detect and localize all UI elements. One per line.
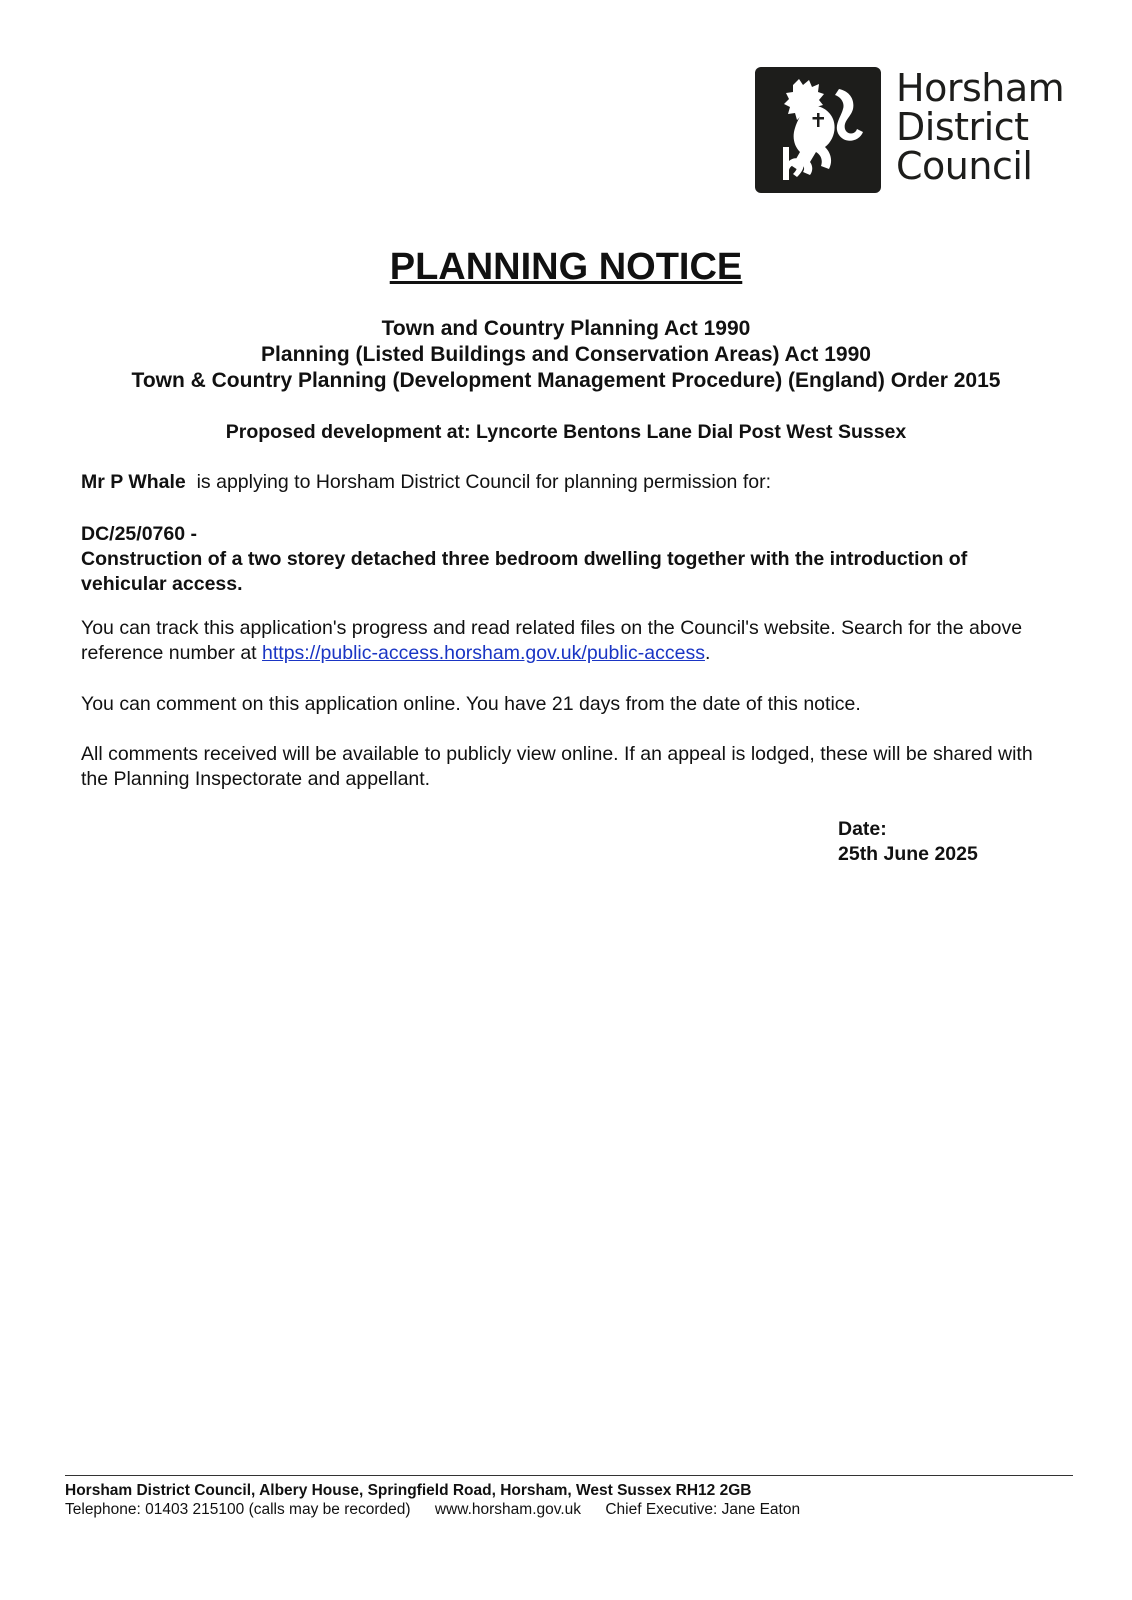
footer-telephone: Telephone: 01403 215100 (calls may be recorded) xyxy=(65,1501,411,1518)
track-suffix: . xyxy=(704,642,711,664)
application-reference: DC/25/0760 - xyxy=(81,523,197,545)
track-text: You can track this application's progress and read related files on the Council's website. Search for the above reference number at xyxy=(81,617,1023,664)
site-label: Proposed development at: xyxy=(225,421,471,443)
footer xyxy=(65,1481,800,1519)
proposed-development-site xyxy=(0,420,1132,444)
logo-line-2: District xyxy=(896,105,1029,149)
act-line: Town and Country Planning Act 1990 xyxy=(381,317,751,340)
applicant-statement xyxy=(81,470,1051,495)
site-address: Lyncorte Bentons Lane Dial Post West Sussex xyxy=(476,421,907,443)
public-access-link[interactable]: https://public-access.horsham.gov.uk/public-access xyxy=(262,642,705,664)
act-line: Town & Country Planning (Development Management Procedure) (England) Order 2015 xyxy=(131,369,1001,392)
page-title: PLANNING NOTICE xyxy=(389,246,743,288)
footer-website: www.horsham.gov.uk xyxy=(434,1501,582,1518)
application-details xyxy=(81,522,1051,597)
application-description: Construction of a two storey detached three bedroom dwelling together with the introduction of vehicular access. xyxy=(81,548,968,595)
footer-divider xyxy=(65,1475,1073,1476)
logo-line-1: Horsham xyxy=(896,66,1065,110)
applicant-text: is applying to Horsham District Council for planning permission for: xyxy=(196,471,771,493)
act-line: Planning (Listed Buildings and Conservation Areas) Act 1990 xyxy=(261,343,871,366)
applicant-name: Mr P Whale xyxy=(81,471,186,493)
comment-paragraph: You can comment on this application online. You have 21 days from the date of this notice. xyxy=(81,693,861,715)
logo-line-3: Council xyxy=(896,144,1033,188)
notice-date xyxy=(838,817,978,867)
track-application-paragraph xyxy=(81,616,1051,666)
footer-chief-executive: Chief Executive: Jane Eaton xyxy=(605,1501,801,1518)
lion-rampant-icon xyxy=(755,67,881,193)
council-logo xyxy=(755,66,1065,193)
footer-contact-line xyxy=(65,1500,800,1519)
date-label: Date: xyxy=(838,818,887,840)
legislation-list xyxy=(0,316,1132,394)
appeal-paragraph: All comments received will be available to publicly view online. If an appeal is lodged, these will be shared with the Planning Inspectorate and appellant. xyxy=(81,743,1033,790)
footer-address: Horsham District Council, Albery House, Springfield Road, Horsham, West Sussex RH12 2GB xyxy=(65,1482,752,1499)
council-name xyxy=(896,66,1065,188)
date-value: 25th June 2025 xyxy=(838,843,978,865)
